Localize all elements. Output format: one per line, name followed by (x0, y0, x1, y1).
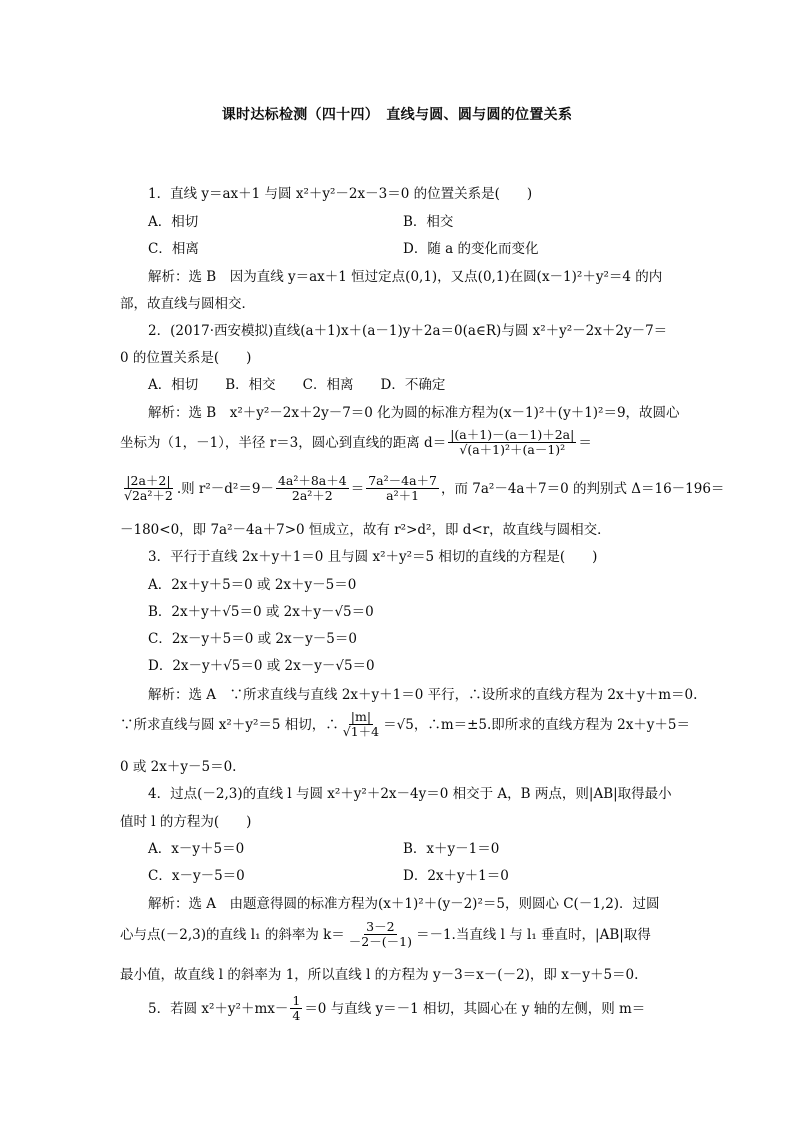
tangent-distance-fraction (341, 710, 381, 739)
question-4-stem-line-2: 值时 l 的方程为( ) (120, 814, 252, 830)
fraction-denominator: 4 (292, 1008, 301, 1023)
question-4-option-d: D．2x＋y＋1＝0 (403, 868, 509, 884)
fraction-numerator: 4a²＋8a＋4 (277, 473, 347, 488)
fraction-denominator: √2a²＋2 (124, 488, 173, 503)
question-3-option-d: D．2x－y＋√5＝0 或 2x－y－√5＝0 (148, 658, 375, 674)
solution-text: ＝ (578, 434, 592, 451)
solution-text: ∵所求直线与圆 x²＋y²＝5 相切，∴ (120, 716, 339, 733)
question-4-option-a: A．x－y＋5＝0 (148, 841, 245, 857)
question-3-option-b: B．2x＋y＋√5＝0 或 2x＋y－√5＝0 (148, 604, 374, 620)
question-1-stem: 1．直线 y＝ax＋1 与圆 x²＋y²－2x－3＝0 的位置关系是( ) (148, 186, 533, 202)
difference-fraction (276, 474, 349, 503)
question-3-solution-line-3: 0 或 2x＋y－5＝0. (120, 759, 237, 775)
simplified-fraction (366, 474, 439, 503)
fraction-numerator: |(a＋1)－(a－1)＋2a| (450, 427, 575, 442)
question-4-option-c: C．x－y－5＝0 (148, 868, 245, 884)
fraction-numerator: 1 (292, 993, 301, 1008)
solution-text: ＝－1.当直线 l 与 l₁ 垂直时，|AB|取得 (415, 926, 651, 943)
solution-text: ＝ (350, 480, 365, 497)
question-1-option-d: D．随 a 的变化而变化 (403, 241, 539, 257)
question-text: ＝0 与直线 y＝－1 相切，其圆心在 y 轴的左侧，则 m＝ (304, 1000, 646, 1017)
question-4-solution-line-2 (120, 920, 680, 949)
solution-text: ＝√5，∴m＝±5.即所求的直线方程为 2x＋y＋5＝ (383, 716, 691, 733)
distance-result-fraction (122, 474, 175, 503)
question-5-stem (148, 994, 708, 1023)
question-3-option-c: C．2x－y＋5＝0 或 2x－y－5＝0 (148, 631, 357, 647)
question-text: 5．若圆 x²＋y²＋mx－ (148, 1000, 289, 1017)
solution-text: .则 r²－d²＝9－ (176, 480, 274, 497)
question-1-option-a: A．相切 (148, 214, 199, 230)
question-4-option-b: B．x＋y－1＝0 (403, 841, 500, 857)
solution-text: 心与点(－2,3)的直线 l₁ 的斜率为 k＝ (120, 926, 345, 943)
question-4-solution-line-3: 最小值，故直线 l 的斜率为 1，所以直线 l 的方程为 y－3＝x－(－2)，即 x－y＋5＝0. (120, 967, 639, 983)
fraction-numerator: |m| (350, 709, 372, 724)
question-2-options: A．相切 B．相交 C．相离 D．不确定 (148, 377, 446, 393)
question-2-solution-line-2 (120, 428, 680, 457)
question-2-solution-line-3 (120, 473, 725, 503)
question-2-stem-line-1: 2．(2017·西安模拟)直线(a＋1)x＋(a－1)y＋2a＝0(a∈R)与圆 x²＋y²－2x＋2y－7＝ (148, 323, 668, 339)
solution-text: ，而 7a²－4a＋7＝0 的判别式 Δ＝16－196＝ (441, 480, 725, 497)
solution-text: 坐标为（1，－1），半径 r＝3，圆心到直线的距离 d＝ (120, 434, 447, 451)
question-2-solution-line-4: －180<0，即 7a²－4a＋7>0 恒成立，故有 r²>d²，即 d<r，故直线与圆相交． (120, 522, 611, 538)
question-1-solution-line-2: 部，故直线与圆相交． (120, 296, 255, 312)
question-1-option-c: C．相离 (148, 241, 199, 257)
question-1-option-b: B．相交 (403, 214, 454, 230)
fraction-denominator: √(a＋1)²＋(a－1)² (459, 442, 566, 457)
slope-fraction (347, 920, 414, 949)
question-3-stem: 3．平行于直线 2x＋y＋1＝0 且与圆 x²＋y²＝5 相切的直线的方程是( ) (148, 549, 598, 565)
fraction-numerator: 7a²－4a＋7 (368, 473, 437, 488)
distance-fraction (448, 428, 576, 457)
question-3-solution-line-1: 解析：选 A ∵所求直线与直线 2x＋y＋1＝0 平行，∴设所求的直线方程为 2x＋y＋m＝0. (148, 687, 698, 703)
question-3-option-a: A．2x＋y＋5＝0 或 2x＋y－5＝0 (148, 577, 357, 593)
question-2-stem-line-2: 0 的位置关系是( ) (120, 350, 252, 366)
fraction-denominator: 2a²＋2 (291, 488, 333, 503)
question-1-solution-line-1: 解析：选 B 因为直线 y＝ax＋1 恒过定点(0,1)，又点(0,1)在圆(x－1)²＋y²＝4 的内 (148, 269, 663, 285)
question-4-stem-line-1: 4．过点(－2,3)的直线 l 与圆 x²＋y²＋2x－4y＝0 相交于 A，B 两点，则|AB|取得最小 (148, 786, 672, 802)
page-title: 课时达标检测（四十四） 直线与圆、圆与圆的位置关系 (221, 107, 573, 123)
question-3-solution-line-2 (120, 709, 691, 739)
fraction-numerator: 3－2 (366, 919, 395, 934)
fraction-denominator: a²＋1 (386, 488, 420, 503)
question-4-solution-line-1: 解析：选 A 由题意得圆的标准方程为(x＋1)²＋(y－2)²＝5，则圆心 C(－1,2)．过圆 (148, 896, 660, 912)
question-2-solution-line-1: 解析：选 B x²＋y²－2x＋2y－7＝0 化为圆的标准方程为(x－1)²＋(y＋1)²＝9，故圆心 (148, 405, 680, 421)
fraction-numerator: |2a＋2| (126, 473, 171, 488)
fraction-denominator: √1＋4 (342, 724, 380, 739)
fraction-denominator: －2－(－1) (348, 934, 412, 949)
quarter-fraction (290, 994, 302, 1023)
